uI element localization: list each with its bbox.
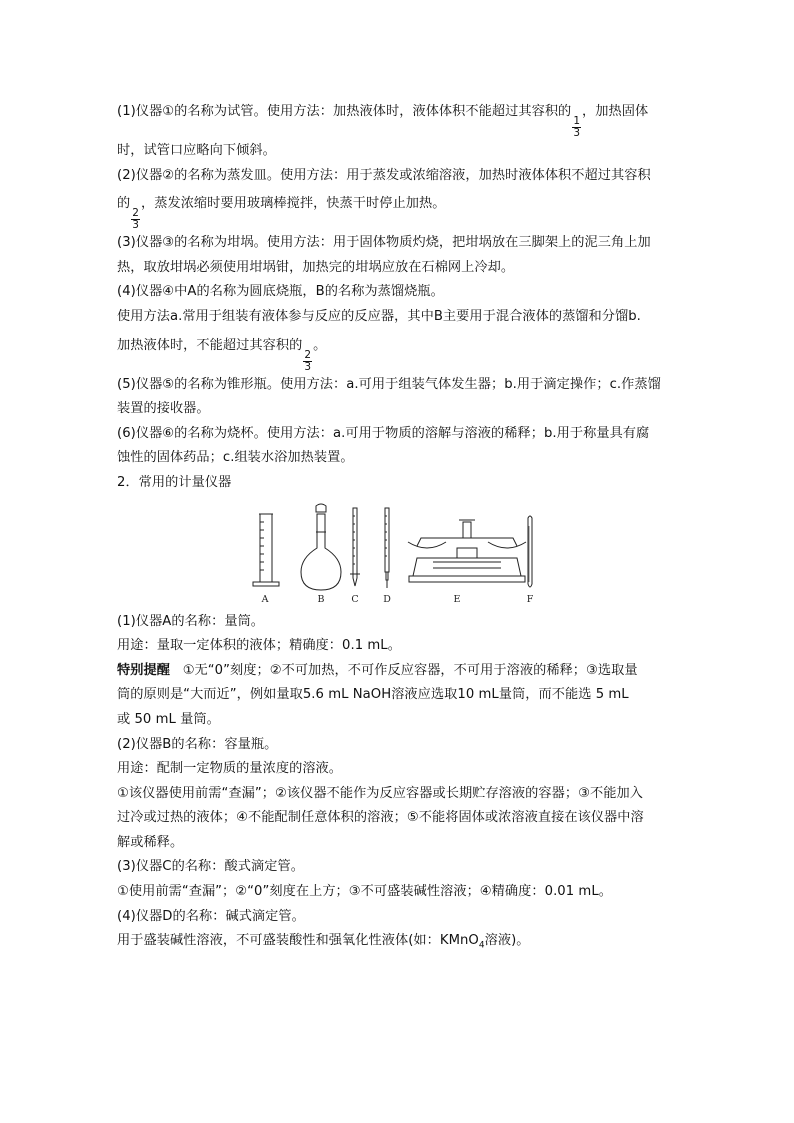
paragraph-4-cont [117, 330, 677, 373]
text-run: 的 [117, 196, 131, 212]
item-a-title: (1)仪器A的名称：量筒。 [117, 613, 265, 629]
balance-scale-icon [408, 520, 526, 582]
paragraph-4: (4)仪器④中A的名称为圆底烧瓶，B的名称为蒸馏烧瓶。 [117, 284, 444, 300]
base-burette-icon [385, 508, 389, 588]
fraction-two-thirds [303, 350, 312, 373]
item-c-notes: ①使用前需“查漏”；②“0”刻度在上方；③不可盛装碱性溶液；④精确度：0.01 mL。 [117, 884, 612, 900]
fraction-numerator: 1 [573, 115, 581, 127]
item-b-notes-cont: 过冷或过热的液体；④不能配制任意体积的溶液；⑤不能将固体或浓溶液直接在该仪器中溶 [117, 810, 644, 826]
volumetric-flask-icon [301, 504, 341, 590]
label-c: C [351, 593, 359, 605]
text-run: ，蒸发浓缩时要用玻璃棒搅拌，快蒸干时停止加热。 [140, 196, 446, 212]
item-d-notes [117, 929, 677, 958]
text-run: ，加热固体 [582, 104, 649, 119]
text-run: 用于盛装碱性溶液，不可盛装酸性和强氧化性液体(如：KMnO [117, 933, 479, 949]
fraction-one-third [572, 116, 581, 139]
text-run: 溶液)。 [484, 933, 530, 949]
paragraph-3: (3)仪器③的名称为坩埚。使用方法：用于固体物质灼烧，把坩埚放在三脚架上的泥三角上加 [117, 235, 651, 251]
label-e: E [453, 593, 461, 605]
item-b-title: (2)仪器B的名称：容量瓶。 [117, 736, 278, 752]
paragraph-6: (6)仪器⑥的名称为烧杯。使用方法：a.可用于物质的溶解与溶液的稀释；b.用于称量具有腐 [117, 425, 650, 441]
paragraph-5-cont: 装置的接收器。 [117, 401, 210, 417]
acid-burette-icon [350, 508, 360, 586]
item-a-usage: 用途：量取一定体积的液体；精确度：0.1 mL。 [117, 638, 401, 654]
tip-label: 特别提醒 [117, 662, 170, 678]
fraction-numerator: 2 [132, 207, 139, 220]
paragraph-6-cont: 蚀性的固体药品；c.组装水浴加热装置。 [117, 450, 354, 466]
label-b: B [317, 593, 325, 605]
item-a-tip [117, 659, 677, 684]
text-run: 。 [313, 337, 327, 353]
paragraph-4-usage: 使用方法a.常用于组装有液体参与反应的反应器，其中B主要用于混合液体的蒸馏和分馏b. [117, 308, 641, 324]
fraction-denominator: 3 [132, 219, 139, 232]
item-a-tip-cont: 筒的原则是“大而近”，例如量取5.6 mL NaOH溶液应选取10 mL量筒，而不能选 5 mL [117, 687, 629, 703]
item-a-tip-cont2: 或 50 mL 量筒。 [117, 711, 220, 727]
paragraph-5: (5)仪器⑤的名称为锥形瓶。使用方法：a.可用于组装气体发生器；b.用于滴定操作；c.作蒸馏 [117, 376, 661, 392]
paragraph-2: (2)仪器②的名称为蒸发皿。使用方法：用于蒸发或浓缩溶液，加热时液体体积不超过其容积 [117, 167, 651, 183]
fraction-denominator: 3 [573, 127, 581, 139]
document-body [117, 96, 677, 958]
section-heading: 2．常用的计量仪器 [117, 474, 232, 490]
text-run: ①无“0”刻度；②不可加热，不可作反应容器，不可用于溶液的稀释；③选取量 [182, 662, 638, 678]
thermometer-icon [528, 516, 532, 587]
label-f: F [526, 593, 534, 605]
text-run: 加热液体时，不能超过其容积的 [117, 337, 303, 353]
fraction-numerator: 2 [304, 348, 312, 361]
item-b-usage: 用途：配制一定物质的量浓度的溶液。 [117, 761, 343, 777]
paragraph-3-cont: 热，取放坩埚必须使用坩埚钳，加热完的坩埚应放在石棉网上冷却。 [117, 259, 515, 275]
item-b-notes-cont2: 解或稀释。 [117, 834, 184, 850]
fraction-two-thirds [131, 208, 140, 231]
label-a: A [261, 593, 269, 605]
measuring-instruments-figure [117, 502, 677, 606]
item-b-notes: ①该仪器使用前需“查漏”；②该仪器不能作为反应容器或长期贮存溶液的容器；③不能加入 [117, 785, 643, 801]
instruments-illustration [117, 502, 677, 606]
label-d: D [383, 593, 391, 605]
graduated-cylinder-icon [253, 514, 279, 586]
text-run: (1)仪器①的名称为试管。使用方法：加热液体时，液体体积不能超过其容积的 [117, 104, 572, 119]
item-c-title: (3)仪器C的名称：酸式滴定管。 [117, 859, 304, 875]
subscript: 4 [478, 940, 485, 951]
paragraph-1-cont: 时，试管口应略向下倾斜。 [117, 143, 276, 158]
item-d-title: (4)仪器D的名称：碱式滴定管。 [117, 908, 305, 924]
fraction-denominator: 3 [304, 360, 312, 373]
paragraph-2-cont [117, 188, 677, 231]
paragraph-1 [117, 96, 677, 139]
